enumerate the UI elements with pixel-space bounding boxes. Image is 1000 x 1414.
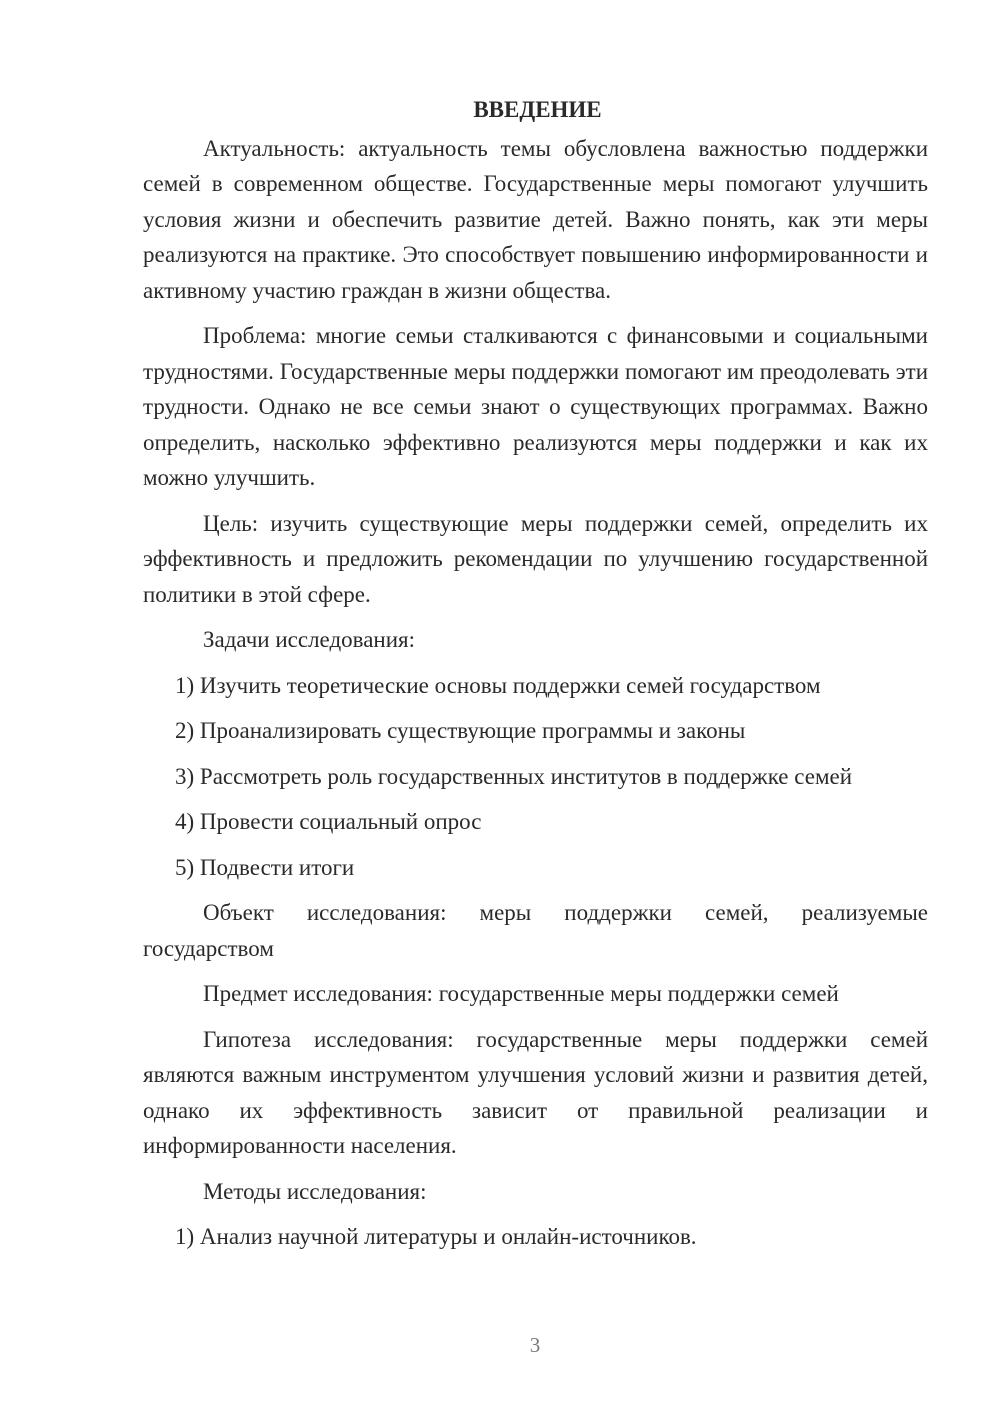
page-title: ВВЕДЕНИЕ <box>473 97 602 122</box>
list-item: 5) Подвести итоги <box>175 854 355 880</box>
list-item: 2) Проанализировать существующие программы и законы <box>175 718 746 743</box>
paragraph-goal: Цель: изучить существующие меры поддержки семей, определить их эффективность и предложить рекомендации по улучшению государственной политики в этой сфере. <box>143 510 928 607</box>
list-item: 3) Рассмотреть роль государственных институтов в поддержке семей <box>175 763 853 789</box>
tasks-list <box>143 668 928 886</box>
paragraph-relevance: Актуальность: актуальность темы обусловлена важностью поддержки семей в современном обществе. Государственные меры помогают улучшить условия жизни и обеспечить развитие детей. Важно понять, как эти меры реализуются на практике. Это способствует повышению информированности и активному участию граждан в жизни общества. <box>143 135 928 303</box>
tasks-heading: Задачи исследования: <box>203 627 416 652</box>
methods-heading: Методы исследования: <box>203 1178 427 1204</box>
page-number: 3 <box>529 1333 541 1357</box>
list-item: 1) Изучить теоретические основы поддержки семей государством <box>175 672 821 698</box>
document-page <box>143 92 928 1265</box>
list-item: 4) Провести социальный опрос <box>175 809 482 834</box>
paragraph-subject: Предмет исследования: государственные меры поддержки семей <box>203 981 839 1006</box>
list-item: 1) Анализ научной литературы и онлайн-источников. <box>175 1224 697 1249</box>
paragraph-hypothesis: Гипотеза исследования: государственные меры поддержки семей являются важным инструментом улучшения условий жизни и развития детей, однако их эффективность зависит от правильной реализации и информированности населения. <box>143 1026 928 1158</box>
paragraph-object: Объект исследования: меры поддержки семей, реализуемые государством <box>143 900 928 961</box>
methods-list <box>143 1219 928 1255</box>
paragraph-problem: Проблема: многие семьи сталкиваются с финансовыми и социальными трудностями. Государственные меры поддержки помогают им преодолевать эти трудности. Однако не все семьи знают о существующих программах. Важно определить, насколько эффективно реализуются меры поддержки и как их можно улучшить. <box>143 323 928 490</box>
